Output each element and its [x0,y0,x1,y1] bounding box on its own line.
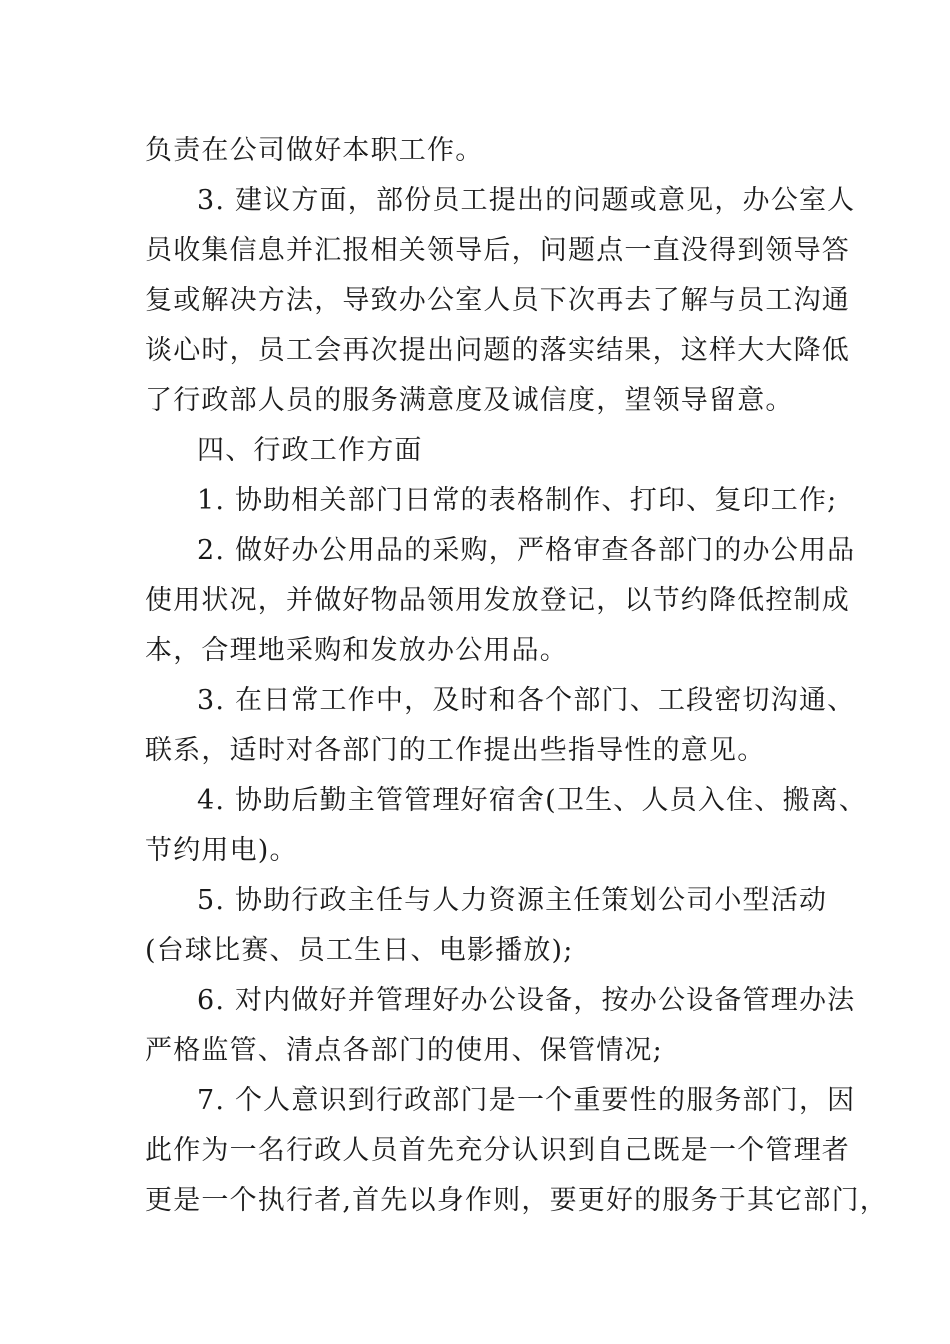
text-line: 本，合理地采购和发放办公用品。 [145,635,568,666]
text-line: 使用状况，并做好物品领用发放登记，以节约降低控制成 [145,585,850,616]
text-line: 员收集信息并汇报相关领导后，问题点一直没得到领导答 [145,235,850,266]
text-line: 严格监管、清点各部门的使用、保管情况; [145,1035,663,1066]
text-line: 了行政部人员的服务满意度及诚信度，望领导留意。 [145,385,794,416]
text-line: 3. 在日常工作中，及时和各个部门、工段密切沟通、 [197,685,856,716]
text-line: 复或解决方法，导致办公室人员下次再去了解与员工沟通 [145,285,850,316]
text-line: (台球比赛、员工生日、电影播放); [145,935,574,966]
text-line: 节约用电)。 [145,835,298,866]
text-line: 1. 协助相关部门日常的表格制作、打印、复印工作; [197,485,838,516]
text-line: 2. 做好办公用品的采购，严格审查各部门的办公用品 [197,535,856,566]
text-line: 3. 建议方面，部份员工提出的问题或意见，办公室人 [197,185,856,216]
text-line: 负责在公司做好本职工作。 [145,135,484,166]
text-line: 谈心时，员工会再次提出问题的落实结果，这样大大降低 [145,335,850,366]
text-line: 联系，适时对各部门的工作提出些指导性的意见。 [145,735,766,766]
text-line: 6. 对内做好并管理好办公设备，按办公设备管理办法 [197,985,856,1016]
text-line: 此作为一名行政人员首先充分认识到自己既是一个管理者 [145,1135,850,1166]
text-line: 5. 协助行政主任与人力资源主任策划公司小型活动 [197,885,828,916]
text-line: 7. 个人意识到行政部门是一个重要性的服务部门，因 [197,1085,856,1116]
text-line: 更是一个执行者,首先以身作则，要更好的服务于其它部门， [145,1185,888,1216]
text-line: 4. 协助后勤主管管理好宿舍(卫生、人员入住、搬离、 [197,785,868,816]
section-heading: 四、行政工作方面 [197,435,423,466]
